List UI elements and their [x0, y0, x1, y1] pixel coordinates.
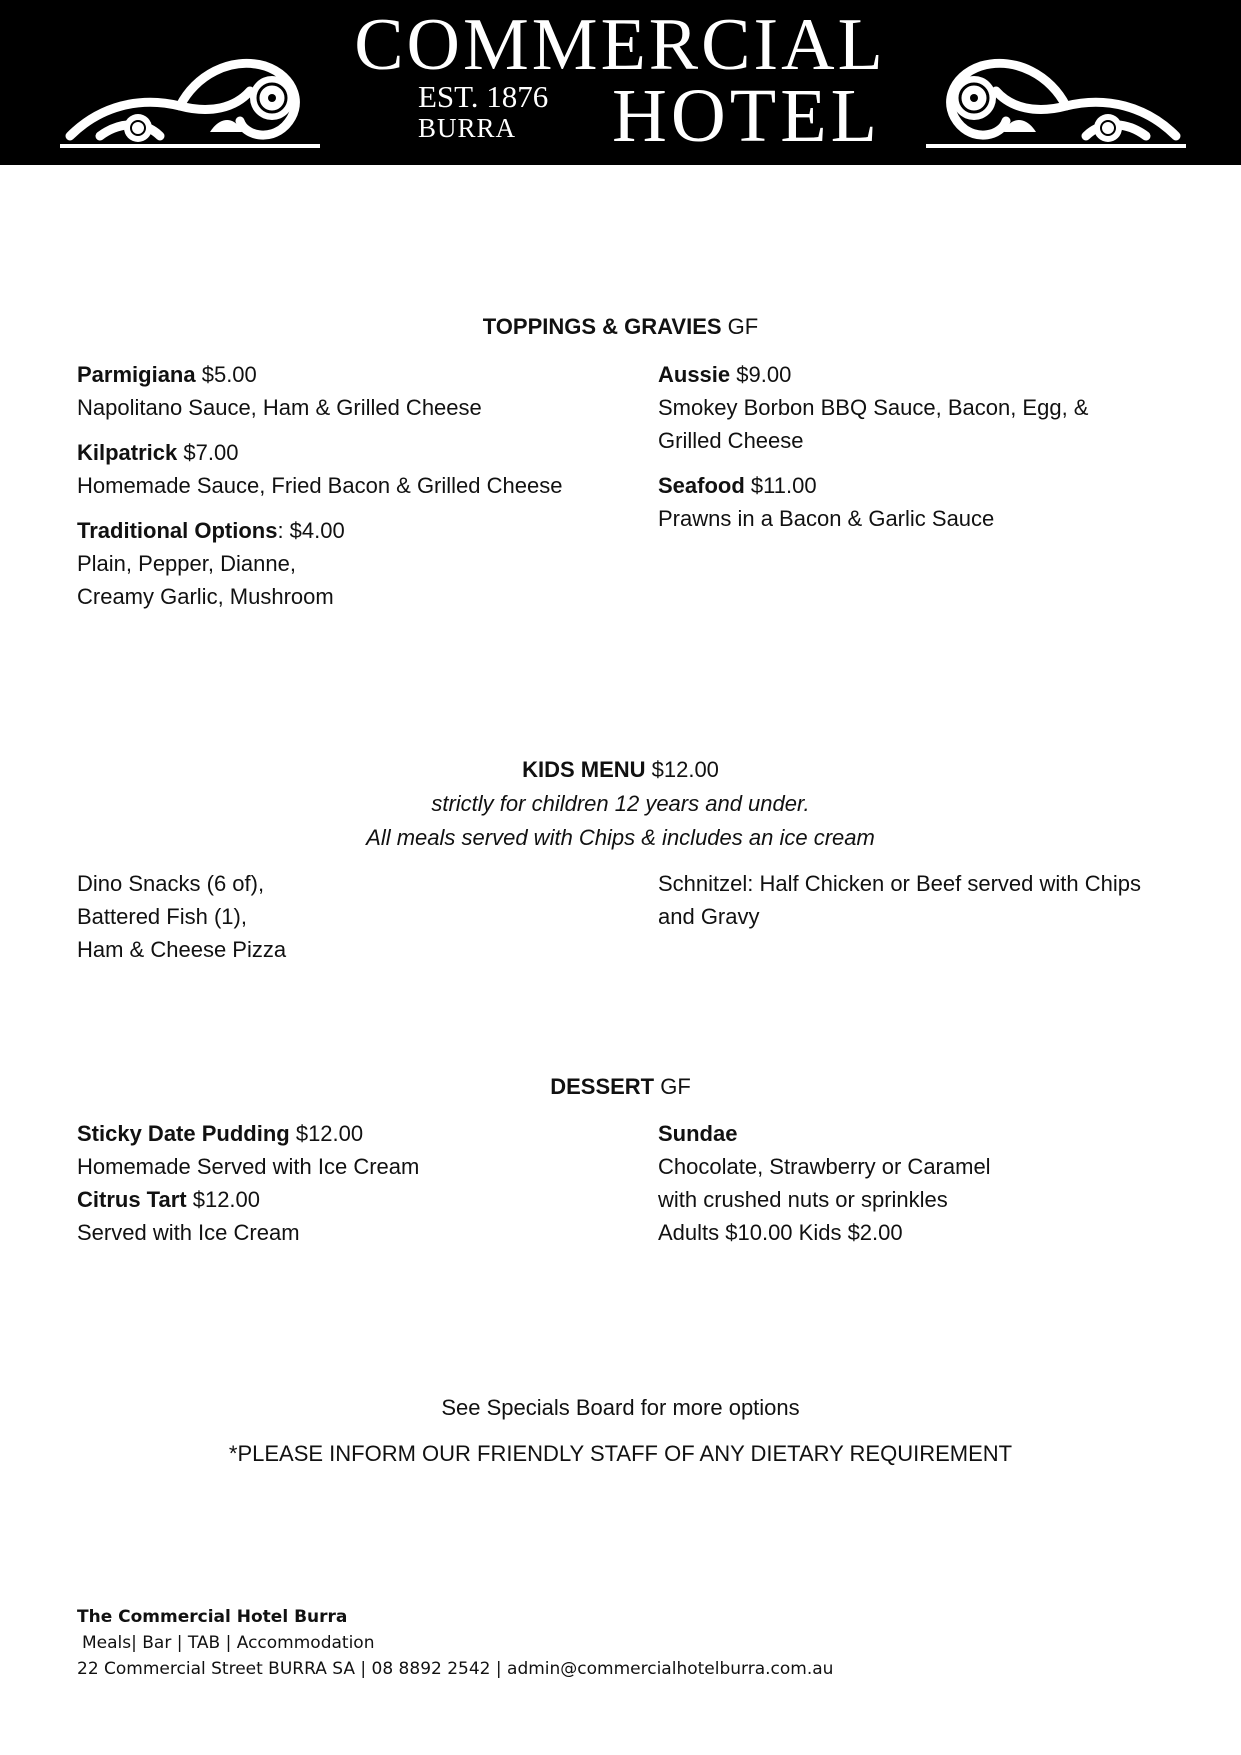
dessert-section-title — [0, 1073, 1241, 1101]
header-banner — [0, 0, 1241, 165]
item-description: with crushed nuts or sprinkles — [658, 1187, 948, 1212]
item-description: Smokey Borbon BBQ Sauce, Bacon, Egg, & Grilled Cheese — [658, 395, 1089, 453]
established-block — [418, 80, 578, 144]
item-name: Sundae — [658, 1121, 738, 1146]
dessert-gf-tag: GF — [654, 1074, 691, 1099]
specials-note: See Specials Board for more options — [441, 1395, 800, 1420]
dessert-right-column — [658, 1117, 1158, 1249]
item-price: Adults $10.00 Kids $2.00 — [658, 1220, 903, 1245]
hotel-name-bottom: HOTEL — [612, 74, 882, 158]
menu-item — [77, 514, 577, 613]
toppings-section-title — [0, 313, 1241, 341]
item-price: $5.00 — [195, 362, 257, 387]
item-description: Plain, Pepper, Dianne, — [77, 551, 296, 576]
town-name: BURRA — [418, 113, 517, 144]
kids-left-column — [77, 867, 577, 966]
item-name: Traditional Options — [77, 518, 278, 543]
item-price: $11.00 — [744, 473, 817, 498]
hotel-name-top: COMMERCIAL — [354, 4, 886, 86]
item-price: $9.00 — [730, 362, 792, 387]
item-description: Napolitano Sauce, Ham & Grilled Cheese — [77, 395, 482, 420]
item-name: Kilpatrick — [77, 440, 178, 465]
item-name: Aussie — [658, 362, 731, 387]
kids-item: Dino Snacks (6 of), — [77, 871, 265, 896]
dietary-note: *PLEASE INFORM OUR FRIENDLY STAFF OF ANY DIETARY REQUIREMENT — [228, 1441, 1013, 1466]
kids-title: KIDS MENU — [522, 757, 646, 782]
kids-item: Battered Fish (1), — [77, 904, 247, 929]
toppings-title: TOPPINGS & GRAVIES — [482, 314, 722, 339]
menu-item — [658, 469, 1158, 535]
footer-business-name: The Commercial Hotel Burra — [77, 1607, 348, 1627]
toppings-right-column — [658, 358, 1158, 547]
right-scroll-ornament-icon — [916, 36, 1186, 156]
kids-item: Schnitzel: Half Chicken or Beef served with Chips and Gravy — [658, 871, 1141, 929]
item-price: $7.00 — [177, 440, 239, 465]
footer-contact: 22 Commercial Street BURRA SA | 08 8892 2542 | admin@commercialhotelburra.com.au — [77, 1659, 834, 1679]
item-name: Seafood — [658, 473, 745, 498]
item-name: Parmigiana — [77, 362, 196, 387]
item-description: Chocolate, Strawberry or Caramel — [658, 1154, 991, 1179]
item-description: Creamy Garlic, Mushroom — [77, 584, 334, 609]
established-year: EST. 1876 — [418, 79, 549, 114]
item-price: $12.00 — [186, 1187, 261, 1212]
dessert-left-column — [77, 1117, 577, 1249]
dessert-title: DESSERT — [550, 1074, 655, 1099]
item-description: Served with Ice Cream — [77, 1220, 300, 1245]
kids-item: Ham & Cheese Pizza — [77, 937, 287, 962]
kids-age-note: strictly for children 12 years and under. — [431, 791, 810, 816]
item-description: Homemade Served with Ice Cream — [77, 1154, 420, 1179]
toppings-left-column — [77, 358, 577, 625]
kids-meal-note: All meals served with Chips & includes an ice cream — [366, 825, 875, 850]
item-price: $12.00 — [289, 1121, 364, 1146]
left-scroll-ornament-icon — [60, 36, 330, 156]
menu-item — [658, 358, 1158, 457]
menu-item — [77, 436, 577, 502]
menu-item — [77, 358, 577, 424]
item-price: : $4.00 — [277, 518, 345, 543]
toppings-gf-tag: GF — [721, 314, 759, 339]
kids-price: $12.00 — [645, 757, 719, 782]
kids-right-column — [658, 867, 1148, 933]
footer-services: Meals| Bar | TAB | Accommodation — [82, 1633, 375, 1653]
footer — [77, 1604, 833, 1682]
item-name: Sticky Date Pudding — [77, 1121, 290, 1146]
item-name: Citrus Tart — [77, 1187, 187, 1212]
item-description: Homemade Sauce, Fried Bacon & Grilled Cheese — [77, 473, 563, 498]
kids-section-title — [0, 756, 1241, 784]
item-description: Prawns in a Bacon & Garlic Sauce — [658, 506, 995, 531]
